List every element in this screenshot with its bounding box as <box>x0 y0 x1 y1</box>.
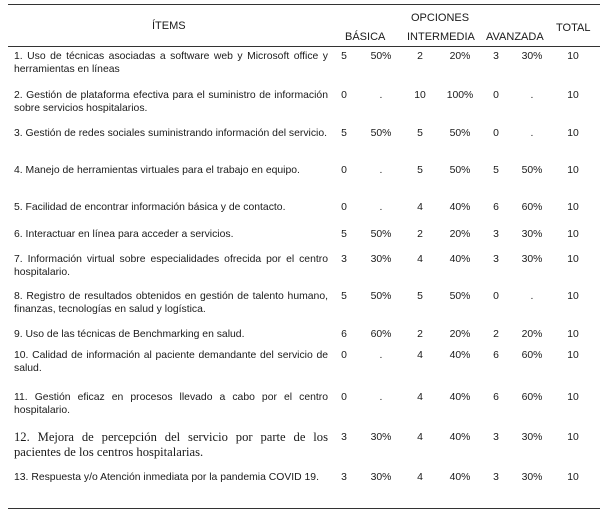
basica-percent: 50% <box>370 51 392 62</box>
avanzada-percent: . <box>530 291 534 302</box>
intermedia-percent: 100% <box>446 90 474 101</box>
avanzada-count: 6 <box>493 392 499 403</box>
total-value: 10 <box>567 128 579 139</box>
intermedia-count: 4 <box>417 472 423 483</box>
avanzada-percent: 50% <box>521 165 543 176</box>
basica-percent: . <box>379 90 383 101</box>
basica-count: 3 <box>341 254 347 265</box>
avanzada-percent: 30% <box>521 51 543 62</box>
basica-percent: . <box>379 202 383 213</box>
total-value: 10 <box>567 329 579 340</box>
avanzada-percent: . <box>530 128 534 139</box>
basica-count: 5 <box>341 291 347 302</box>
avanzada-percent: 30% <box>521 472 543 483</box>
basica-percent: 50% <box>370 128 392 139</box>
avanzada-percent: 30% <box>521 254 543 265</box>
item-text: 6. Interactuar en línea para acceder a servicios. <box>14 229 234 240</box>
header-avanzada: AVANZADA <box>486 31 544 43</box>
avanzada-count: 3 <box>493 254 499 265</box>
basica-count: 3 <box>341 432 347 443</box>
total-value: 10 <box>567 229 579 240</box>
header-total: TOTAL <box>556 22 591 34</box>
intermedia-percent: 40% <box>449 202 471 213</box>
avanzada-percent: . <box>530 90 534 101</box>
intermedia-percent: 20% <box>449 51 471 62</box>
header-bottom-rule <box>8 46 600 47</box>
item-text: 4. Manejo de herramientas virtuales para el trabajo en equipo. <box>14 165 300 176</box>
intermedia-count: 4 <box>417 432 423 443</box>
table-top-rule <box>8 4 600 5</box>
total-value: 10 <box>567 202 579 213</box>
avanzada-percent: 60% <box>521 392 543 403</box>
total-value: 10 <box>567 392 579 403</box>
table-bottom-rule <box>8 508 600 509</box>
basica-percent: 30% <box>370 254 392 265</box>
avanzada-count: 3 <box>493 51 499 62</box>
avanzada-count: 0 <box>493 90 499 101</box>
item-text: 12. Mejora de percepción del servicio por parte de los pacientes de los centros hospitalarias. <box>14 430 328 459</box>
basica-count: 0 <box>341 392 347 403</box>
total-value: 10 <box>567 51 579 62</box>
intermedia-count: 10 <box>414 90 426 101</box>
item-text: 11. Gestión eficaz en procesos llevado a cabo por el centro hospitalario. <box>14 392 328 416</box>
avanzada-percent: 30% <box>521 229 543 240</box>
basica-percent: 50% <box>370 229 392 240</box>
intermedia-percent: 40% <box>449 254 471 265</box>
avanzada-percent: 20% <box>521 329 543 340</box>
intermedia-count: 2 <box>417 51 423 62</box>
intermedia-percent: 40% <box>449 472 471 483</box>
item-text: 2. Gestión de plataforma efectiva para el suministro de información sobre servicios hospitalarios. <box>14 90 328 114</box>
intermedia-count: 2 <box>417 329 423 340</box>
basica-percent: 60% <box>370 329 392 340</box>
item-text: 10. Calidad de información al paciente demandante del servicio de salud. <box>14 350 328 374</box>
total-value: 10 <box>567 165 579 176</box>
basica-count: 5 <box>341 51 347 62</box>
header-items: ÍTEMS <box>152 20 186 32</box>
avanzada-count: 3 <box>493 472 499 483</box>
item-text: 1. Uso de técnicas asociadas a software web y Microsoft office y herramientas en líneas <box>14 51 328 75</box>
item-text: 3. Gestión de redes sociales suministrando información del servicio. <box>14 128 328 139</box>
intermedia-percent: 40% <box>449 350 471 361</box>
avanzada-count: 5 <box>493 165 499 176</box>
intermedia-percent: 20% <box>449 229 471 240</box>
avanzada-count: 6 <box>493 202 499 213</box>
avanzada-count: 0 <box>493 128 499 139</box>
intermedia-count: 5 <box>417 165 423 176</box>
basica-count: 0 <box>341 202 347 213</box>
intermedia-count: 5 <box>417 128 423 139</box>
basica-count: 5 <box>341 128 347 139</box>
intermedia-percent: 40% <box>449 432 471 443</box>
basica-percent: . <box>379 392 383 403</box>
basica-count: 0 <box>341 350 347 361</box>
avanzada-percent: 60% <box>521 350 543 361</box>
avanzada-count: 3 <box>493 229 499 240</box>
header-opciones: OPCIONES <box>411 12 470 24</box>
basica-count: 0 <box>341 90 347 101</box>
total-value: 10 <box>567 472 579 483</box>
header-basica: BÁSICA <box>345 31 386 43</box>
basica-count: 3 <box>341 472 347 483</box>
intermedia-count: 4 <box>417 392 423 403</box>
total-value: 10 <box>567 291 579 302</box>
total-value: 10 <box>567 90 579 101</box>
intermedia-count: 2 <box>417 229 423 240</box>
item-text: 7. Información virtual sobre especialidades ofrecida por el centro hospitalario. <box>14 254 328 278</box>
avanzada-count: 0 <box>493 291 499 302</box>
total-value: 10 <box>567 254 579 265</box>
intermedia-count: 4 <box>417 254 423 265</box>
avanzada-count: 6 <box>493 350 499 361</box>
intermedia-count: 4 <box>417 202 423 213</box>
basica-count: 5 <box>341 229 347 240</box>
avanzada-percent: 30% <box>521 432 543 443</box>
basica-percent: . <box>379 350 383 361</box>
basica-percent: 30% <box>370 472 392 483</box>
item-text: 9. Uso de las técnicas de Benchmarking en salud. <box>14 329 245 340</box>
header-intermedia: INTERMEDIA <box>407 31 475 43</box>
avanzada-count: 3 <box>493 432 499 443</box>
intermedia-percent: 20% <box>449 329 471 340</box>
basica-percent: 30% <box>370 432 392 443</box>
item-text: 13. Respuesta y/o Atención inmediata por la pandemia COVID 19. <box>14 472 319 483</box>
total-value: 10 <box>567 350 579 361</box>
avanzada-count: 2 <box>493 329 499 340</box>
total-value: 10 <box>567 432 579 443</box>
item-text: 8. Registro de resultados obtenidos en gestión de talento humano, finanzas, tecnologías en salud y logística. <box>14 291 328 315</box>
intermedia-percent: 50% <box>449 291 471 302</box>
intermedia-count: 5 <box>417 291 423 302</box>
intermedia-count: 4 <box>417 350 423 361</box>
intermedia-percent: 50% <box>449 128 471 139</box>
basica-percent: 50% <box>370 291 392 302</box>
basica-percent: . <box>379 165 383 176</box>
intermedia-percent: 50% <box>449 165 471 176</box>
avanzada-percent: 60% <box>521 202 543 213</box>
basica-count: 6 <box>341 329 347 340</box>
intermedia-percent: 40% <box>449 392 471 403</box>
basica-count: 0 <box>341 165 347 176</box>
item-text: 5. Facilidad de encontrar información básica y de contacto. <box>14 202 286 213</box>
